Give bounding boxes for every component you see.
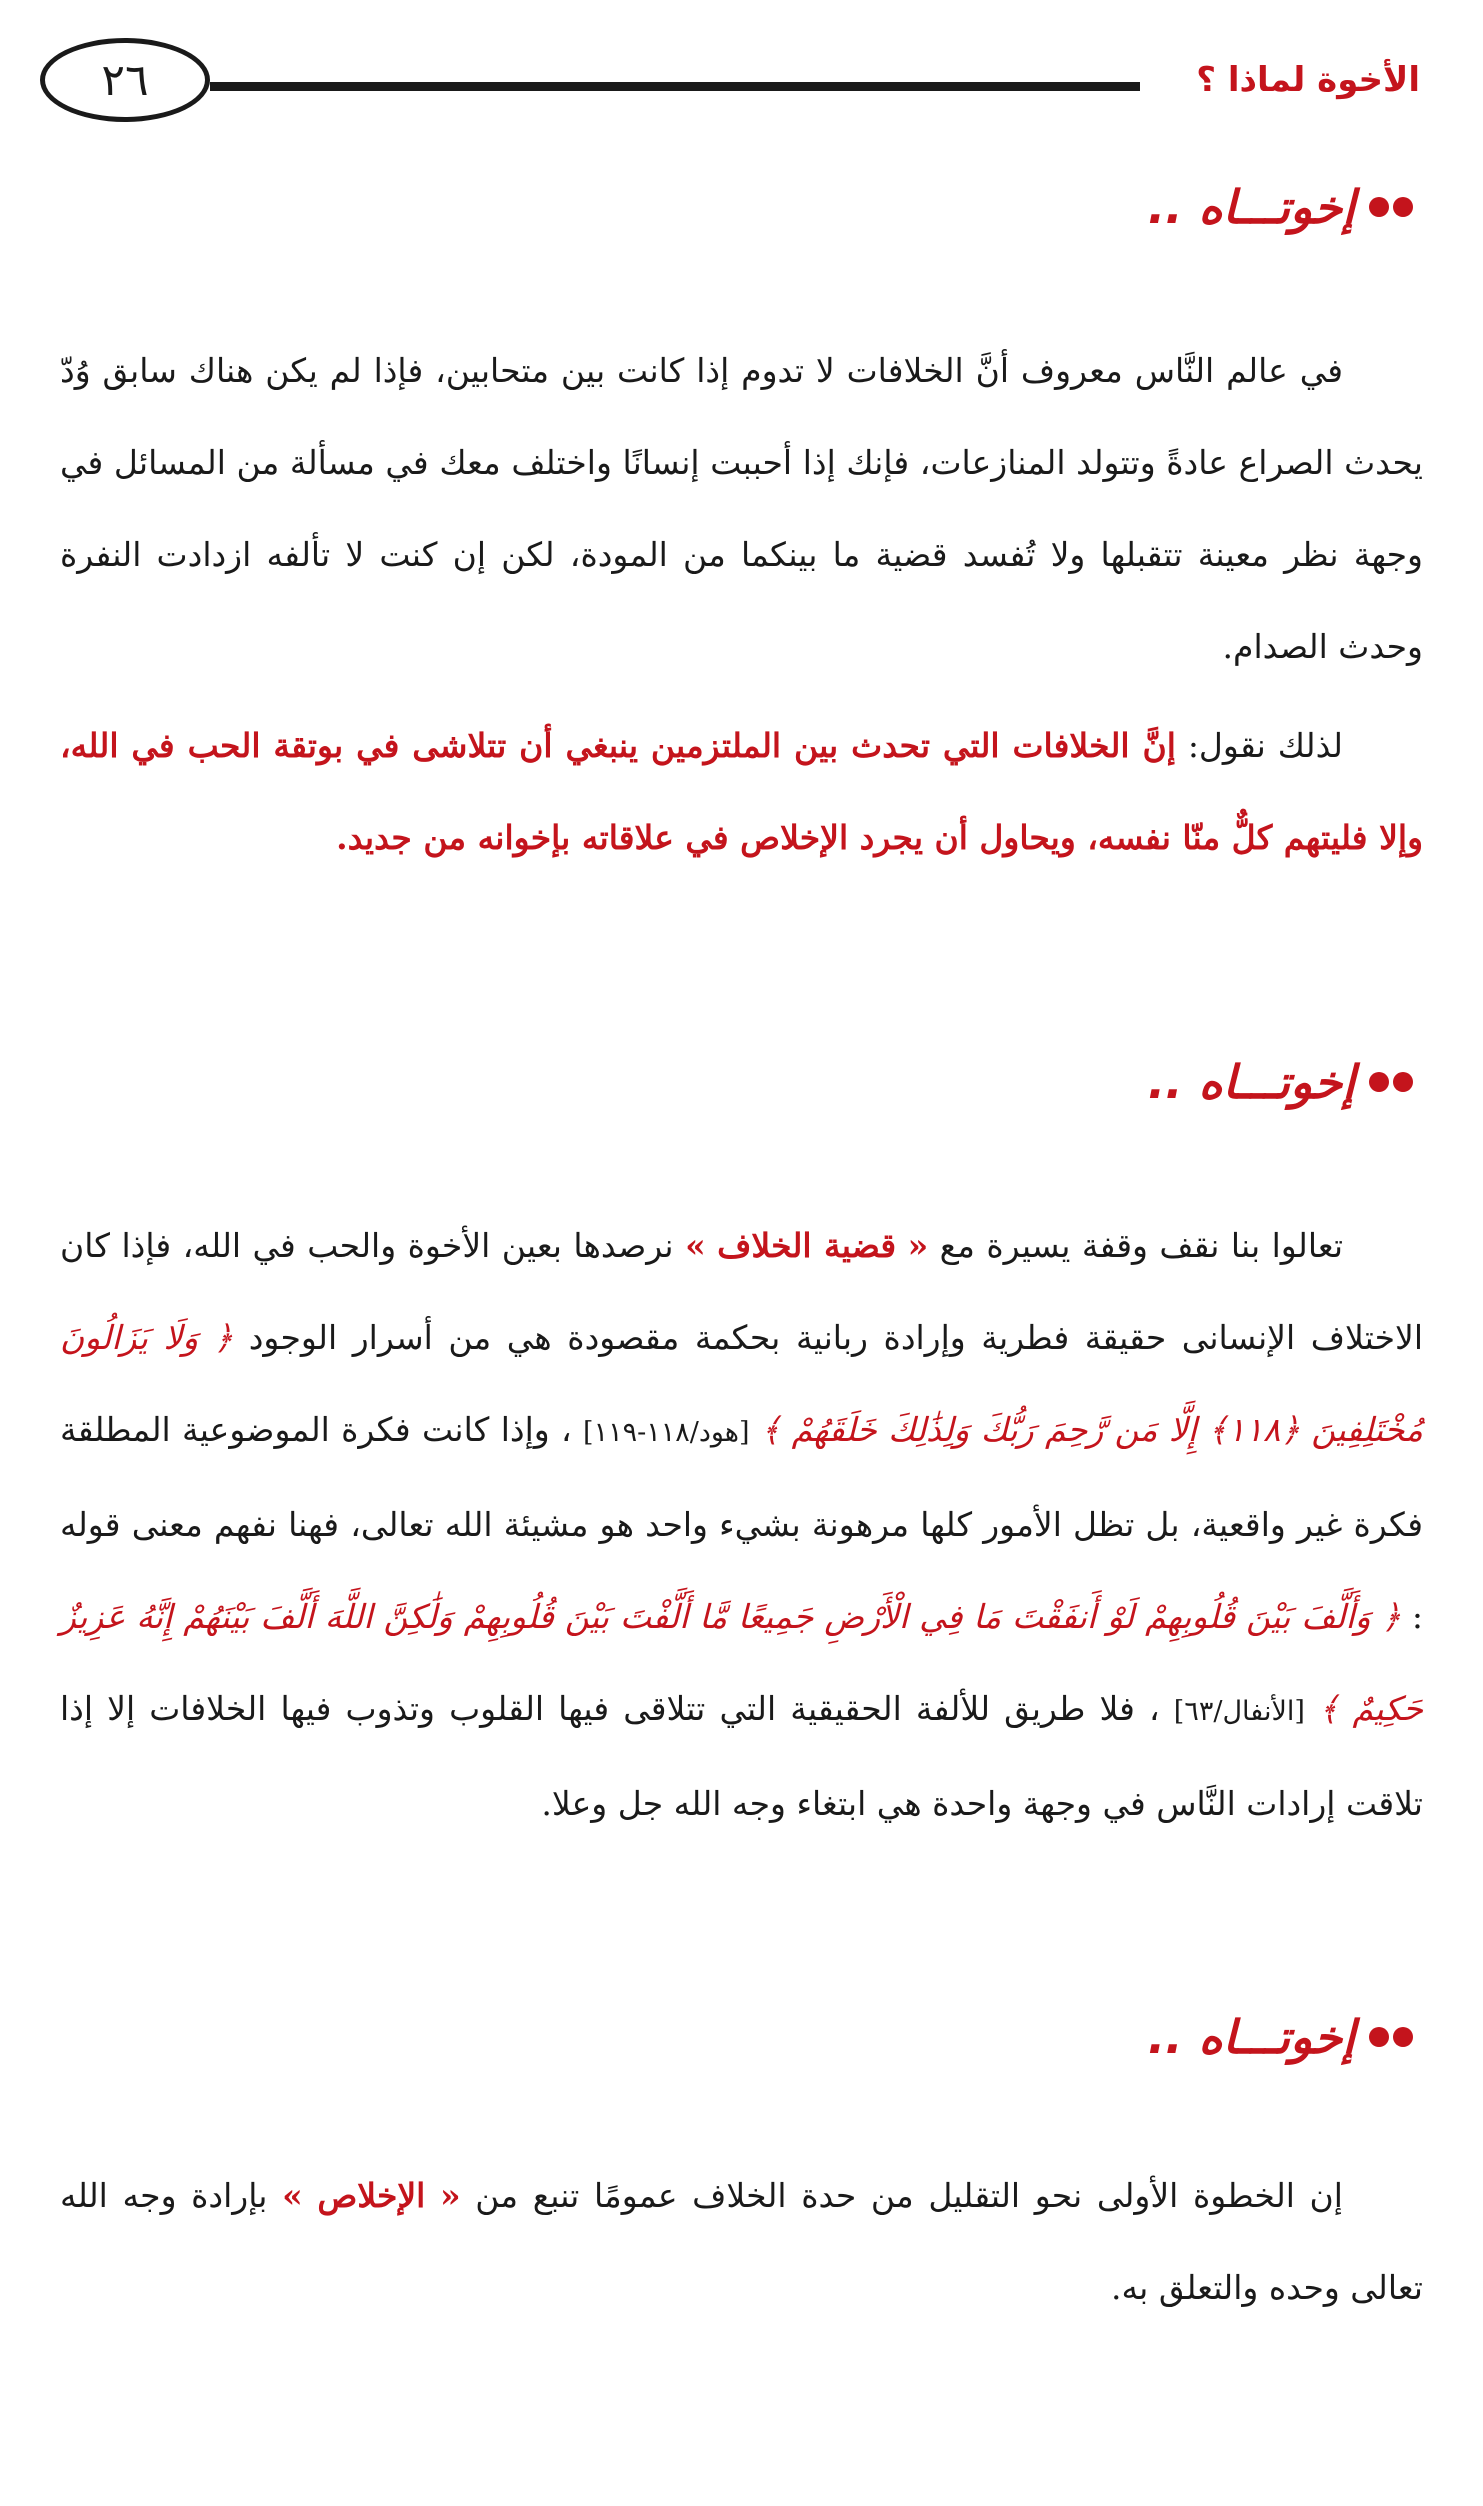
paragraph-2-emphasis: إنَّ الخلافات التي تحدث بين الملتزمين ينبغي أن تتلاشى في بوتقة الحب في الله، وإلا فليتهم كلٌّ منّا نفسه، ويحاول أن يجرد الإخلاص في علاقاته بإخوانه من جديد. [60,726,1423,857]
paragraph-4-text-a: إن الخطوة الأولى نحو التقليل من حدة الخلاف عمومًا تنبع من [475,2176,1343,2215]
bullet-dots-icon [1369,197,1413,217]
paragraph-4-text-b: بإرادة وجه الله تعالى وحده والتعلق به. [60,2176,1423,2307]
paragraph-2 [60,700,1423,884]
paragraph-3-text-c: ، وإذا كانت فكرة الموضوعية المطلقة فكرة غير واقعية، بل تظل الأمور كلها مرهونة بشيء واحد هو مشيئة الله تعالى، فهنا نفهم معنى قوله : [60,1410,1423,1636]
section-heading-text: إخوتـــاه .. [1147,2010,1355,2064]
page-number: ٢٦ [40,38,210,122]
bullet-dots-icon [1369,1072,1413,1092]
paragraph-1-text: في عالم النَّاس معروف أنَّ الخلافات لا تدوم إذا كانت بين متحابين، فإذا لم يكن هناك سابق وُدّ يحدث الصراع عادةً وتتولد المنازعات، فإنك إذا أحببت إنسانًا واختلف معك في مسألة من المسائل في وجهة نظر معينة تتقبلها ولا تُفسد قضية ما بينكما من المودة، لكن إن كنت لا تألفه ازدادت النفرة وحدث الصدام. [60,351,1423,666]
quote-open: « [907,1226,929,1265]
quran-verse-1: ﴿ وَلَا يَزَالُونَ مُخْتَلِفِينَ ﴿١١٨﴾ إِلَّا مَن رَّحِمَ رَبُّكَ وَلِذَٰلِكَ خَلَقَهُمْ ﴾ [60,1318,1423,1449]
section-heading-3 [1148,2010,1413,2064]
paragraph-1 [60,325,1423,693]
bullet-dots-icon [1369,2027,1413,2047]
running-header [40,38,1440,128]
section-heading-text: إخوتـــاه .. [1147,1055,1355,1109]
quran-verse-2: ﴿ وَأَلَّفَ بَيْنَ قُلُوبِهِمْ لَوْ أَنفَقْتَ مَا فِي الْأَرْضِ جَمِيعًا مَّا أَلَّفْتَ بَيْنَ قُلُوبِهِمْ وَلَٰكِنَّ اللَّهَ أَلَّفَ بَيْنَهُمْ إِنَّهُ عَزِيزٌ حَكِيمٌ ﴾ [60,1597,1423,1728]
verse-reference-1: [هود/١١٨-١١٩] [583,1417,750,1448]
paragraph-2-intro: لذلك نقول: [1187,726,1343,765]
verse-reference-2: [الأنفال/٦٣] [1173,1696,1305,1727]
paragraph-3-text-a: تعالوا بنا نقف وقفة يسيرة مع [939,1226,1344,1265]
section-heading-text: إخوتـــاه .. [1147,180,1355,234]
section-heading-1 [1148,180,1413,234]
paragraph-4 [60,2150,1423,2334]
paragraph-3 [60,1200,1423,1850]
header-title: الأخوة لماذا ؟ [1196,60,1420,100]
paragraph-3-text-b: نرصدها بعين الأخوة والحب في الله، فإذا كان الاختلاف الإنسانى حقيقة فطرية وإرادة ربانية بحكمة مقصودة هي من أسرار الوجود [60,1226,1423,1357]
quote-close: » [685,1226,706,1265]
quote-close: » [282,2176,303,2215]
term-khilaf: قضية الخلاف [717,1226,897,1265]
header-rule [210,82,1140,91]
section-heading-2 [1148,1055,1413,1109]
term-ikhlas: الإخلاص [317,2176,426,2215]
quote-open: « [440,2176,461,2215]
paragraph-3-text-d: ، فلا طريق للألفة الحقيقية التي تتلاقى فيها القلوب وتذوب فيها الخلافات إلا إذا تلاقت إرادات النَّاس في وجهة واحدة هي ابتغاء وجه الله جل وعلا. [60,1689,1423,1823]
